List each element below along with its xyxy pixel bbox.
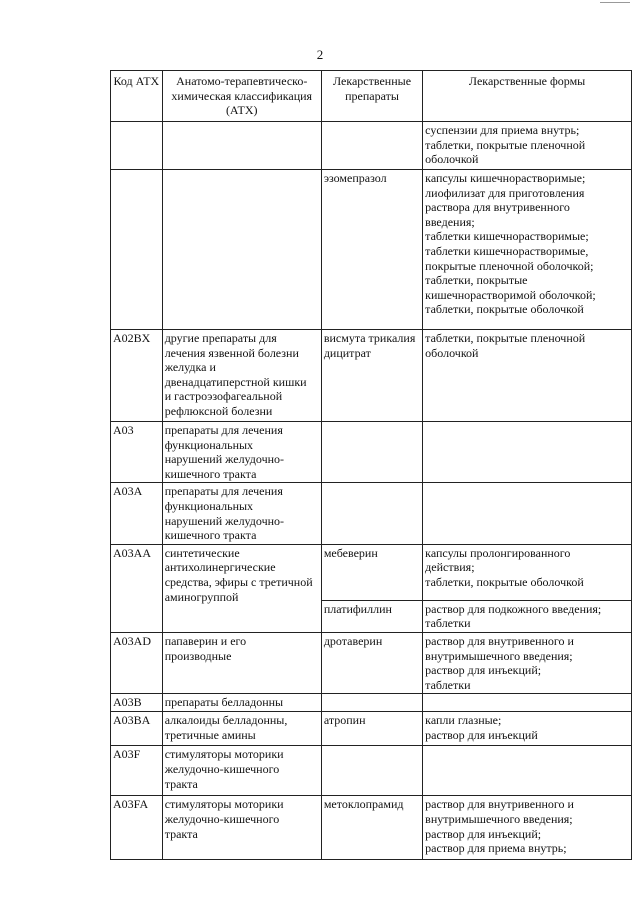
table-row — [111, 694, 632, 712]
classification-cell — [162, 694, 321, 712]
classification-text: тракта — [164, 776, 198, 791]
forms-text: таблетки — [425, 616, 471, 631]
code-cell — [111, 694, 163, 712]
forms-text: кишечнорастворимой оболочкой; — [425, 287, 596, 302]
table-body — [111, 122, 632, 860]
forms-text: раствор для приема внутрь; — [425, 841, 567, 856]
code-text: A03BA — [113, 713, 151, 728]
forms-text: раствор для подкожного введения; — [425, 601, 602, 616]
forms-text: внутримышечного введения; — [425, 811, 573, 826]
classification-text: другие препараты для — [164, 331, 277, 345]
classification-text: желудочно-кишечного — [164, 761, 280, 776]
classification-text: препараты для лечения — [164, 484, 283, 499]
drug-cell — [321, 712, 422, 746]
classification-text: нарушений желудочно- — [164, 513, 285, 528]
drug-cell — [321, 170, 422, 330]
forms-text: раствора для внутривенного — [425, 200, 570, 215]
drug-cell — [321, 632, 422, 693]
forms-text: раствор для внутривенного и — [425, 797, 574, 812]
drug-cell — [321, 483, 422, 544]
drug-text: дротаверин — [323, 633, 383, 648]
forms-text: лиофилизат для приготовления — [425, 185, 585, 200]
classification-text: папаверин и его — [164, 633, 247, 648]
classification-cell — [162, 632, 321, 693]
classification-cell — [162, 170, 321, 330]
classification-cell — [162, 422, 321, 483]
drug-cell — [321, 422, 422, 483]
drug-text: висмута трикалия — [323, 331, 416, 345]
drug-cell — [321, 330, 422, 422]
drug-cell — [321, 796, 422, 860]
classification-text: производные — [164, 648, 232, 663]
table-row — [111, 330, 632, 422]
classification-text: препараты для лечения — [164, 423, 283, 437]
code-text: A03F — [113, 747, 141, 762]
forms-text: раствор для инъекций; — [425, 663, 542, 678]
forms-text: суспензии для приема внутрь; — [425, 123, 580, 137]
classification-text: синтетические — [164, 545, 240, 560]
code-text: A03AD — [113, 633, 151, 648]
table-row — [111, 632, 632, 693]
classification-text: третичные амины — [164, 727, 256, 742]
header-classification: Анатомо-терапевтическо- химическая классификация (АТХ) — [162, 71, 321, 122]
code-cell — [111, 422, 163, 483]
page-number: 2 — [316, 47, 324, 62]
drug-text: дицитрат — [323, 345, 371, 360]
forms-cell — [423, 712, 632, 746]
forms-text: оболочкой — [425, 152, 479, 167]
classification-text: аминогруппой — [164, 589, 239, 604]
forms-text: покрытые пленочной оболочкой; — [425, 258, 594, 273]
forms-cell — [423, 422, 632, 483]
forms-cell — [423, 796, 632, 860]
forms-text: капли глазные; — [425, 713, 502, 728]
code-text: A03 — [113, 423, 134, 437]
classification-text: функциональных — [164, 498, 254, 513]
code-text: A03AA — [113, 545, 151, 560]
forms-text: таблетки — [425, 677, 471, 692]
table-header-row — [111, 71, 632, 122]
forms-text: действия; — [425, 560, 475, 575]
classification-text: нарушений желудочно- — [164, 452, 285, 467]
classification-text: алкалоиды белладонны, — [164, 713, 288, 728]
table-row — [111, 544, 632, 600]
forms-text: оболочкой — [425, 345, 479, 360]
drug-text: платифиллин — [323, 601, 392, 616]
table-row — [111, 483, 632, 544]
drug-cell — [321, 694, 422, 712]
forms-text: таблетки, покрытые пленочной — [425, 331, 586, 345]
forms-text: таблетки, покрытые оболочкой — [425, 574, 584, 589]
classification-text: функциональных — [164, 437, 254, 452]
code-cell — [111, 746, 163, 796]
classification-text: средства, эфиры с третичной — [164, 574, 313, 589]
forms-text: внутримышечного введения; — [425, 648, 573, 663]
classification-cell — [162, 483, 321, 544]
forms-text: раствор для инъекций; — [425, 826, 542, 841]
forms-text: таблетки, покрытые — [425, 273, 528, 288]
classification-cell — [162, 712, 321, 746]
table-row — [111, 122, 632, 170]
classification-text: препараты белладонны — [164, 695, 284, 710]
drug-cell — [321, 600, 422, 632]
code-text: A03FA — [113, 797, 149, 812]
forms-text: таблетки кишечнорастворимые, — [425, 243, 589, 258]
classification-text: желудка и — [164, 360, 216, 375]
forms-text: капсулы кишечнорастворимые; — [425, 171, 586, 185]
classification-text: лечения язвенной болезни — [164, 345, 299, 360]
classification-text: желудочно-кишечного — [164, 811, 280, 826]
code-cell — [111, 330, 163, 422]
classification-cell — [162, 122, 321, 170]
drug-text: мебеверин — [323, 545, 378, 560]
forms-text: таблетки, покрытые оболочкой — [425, 302, 584, 317]
code-cell — [111, 122, 163, 170]
classification-text: тракта — [164, 826, 198, 841]
forms-cell — [423, 544, 632, 600]
classification-cell — [162, 330, 321, 422]
classification-cell — [162, 746, 321, 796]
scan-edge-mark — [600, 2, 630, 3]
classification-text: кишечного тракта — [164, 466, 257, 481]
drug-cell — [321, 544, 422, 600]
forms-cell — [423, 600, 632, 632]
forms-cell — [423, 122, 632, 170]
header-drugs: Лекарственные препараты — [321, 71, 422, 122]
code-text: A03B — [113, 695, 142, 710]
table-row — [111, 746, 632, 796]
classification-text: рефлюксной болезни — [164, 403, 273, 418]
code-text: A03A — [113, 484, 143, 499]
drug-text: метоклопрамид — [323, 797, 404, 812]
forms-cell — [423, 694, 632, 712]
code-cell — [111, 544, 163, 632]
code-text: A02BX — [113, 331, 151, 345]
forms-text: раствор для инъекций — [425, 727, 538, 742]
classification-text: стимуляторы моторики — [164, 797, 284, 812]
code-cell — [111, 483, 163, 544]
forms-text: капсулы пролонгированного — [425, 545, 571, 560]
forms-cell — [423, 330, 632, 422]
table-row — [111, 712, 632, 746]
table-row — [111, 170, 632, 330]
forms-cell — [423, 170, 632, 330]
drug-cell — [321, 122, 422, 170]
classification-cell — [162, 796, 321, 860]
code-cell — [111, 712, 163, 746]
forms-cell — [423, 483, 632, 544]
forms-cell — [423, 746, 632, 796]
forms-cell — [423, 632, 632, 693]
forms-text: таблетки кишечнорастворимые; — [425, 229, 589, 244]
table-row — [111, 422, 632, 483]
header-forms: Лекарственные формы — [423, 71, 632, 122]
header-code: Код АТХ — [111, 71, 163, 122]
classification-text: двенадцатиперстной кишки — [164, 374, 307, 389]
classification-text: и гастроэзофагеальной — [164, 389, 283, 404]
classification-text: кишечного тракта — [164, 528, 257, 543]
drug-cell — [321, 746, 422, 796]
drug-text: атропин — [323, 713, 366, 728]
forms-text: таблетки, покрытые пленочной — [425, 137, 586, 152]
classification-text: стимуляторы моторики — [164, 747, 284, 762]
code-cell — [111, 170, 163, 330]
code-cell — [111, 632, 163, 693]
atc-table — [110, 70, 632, 860]
code-cell — [111, 796, 163, 860]
forms-text: раствор для внутривенного и — [425, 633, 574, 648]
classification-cell — [162, 544, 321, 632]
classification-text: антихолинергические — [164, 560, 276, 575]
table-row — [111, 796, 632, 860]
forms-text: введения; — [425, 214, 475, 229]
drug-text: эзомепразол — [323, 171, 387, 185]
